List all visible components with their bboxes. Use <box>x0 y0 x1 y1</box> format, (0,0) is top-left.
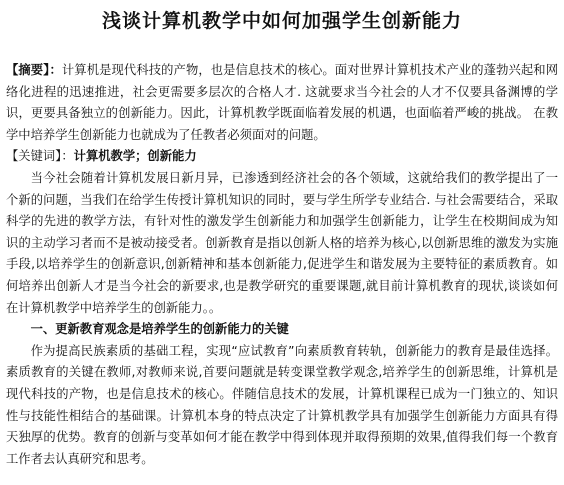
intro-paragraph: 当今社会随着计算机发展日新月异，已渗透到经济社会的各个领域，这就给我们的教学提出了一个新的问题，当我们在给学生传授计算机知识的同时，要与学生所学专业结合. 与社会需要结合，采取科学的先进的教学方法，有针对性的激发学生创新能力和加强学生创新能力，让学生在校期间成为知识的主动学习者而不是被动接受者。创新教育是指以创新人格的培养为核心,以创新思维的激发为实施手段,以培养学生的创新意识,创新精神和基本创新能力,促进学生和谐发展为主要特征的素质教育。如何培养出创新人才是当今社会的新要求,也是教学研究的重要课题,就目前计算机教育的现状,谈谈如何在计算机教学中培养学生的创新能力。。 <box>6 170 558 315</box>
keywords-label: 【关键词】： <box>6 149 74 164</box>
document-title: 浅谈计算机教学中如何加强学生创新能力 <box>101 10 462 32</box>
section-1-paragraph: 作为提高民族素质的基础工程，实现“应试教育”向素质教育转轨，创新能力的教育是最佳选择。素质教育的关键在教师,对教师来说,首要问题就是转变课堂教学观念,培养学生的创新思维，计算机是现代科技的产物，也是信息技术的核心。伴随信息技术的发展，计算机课程已成为一门独立的、知识性与技能性相结合的基础课。计算机本身的特点决定了计算机教学具有加强学生创新能力方面具有得天独厚的优势。教育的创新与变革如何才能在教学中得到体现并取得预期的效果,值得我们每一个教育工作者去认真研究和思考。 <box>6 343 558 466</box>
section-1-heading: 一、更新教育观念是培养学生的创新能力的关键 <box>30 322 289 337</box>
keywords-paragraph <box>6 146 558 168</box>
abstract-text: 计算机是现代科技的产物，也是信息技术的核心。面对世界计算机技术产业的蓬勃兴起和网络化进程的迅速推进，社会更需要多层次的合格人才. 这就要求当今社会的人才不仅要具备渊博的学识，更要具备独立的创新能力。因此，计算机教学既面临着发展的机遇，也面临着严峻的挑战。 在教学中培养学生创新能力也就成为了任教者必须面对的问题。 <box>6 63 558 142</box>
document-body <box>6 60 558 470</box>
keywords-text: 计算机教学；创新能力 <box>73 149 197 164</box>
abstract-paragraph <box>6 60 558 146</box>
abstract-label: 【摘要】： <box>6 63 62 77</box>
